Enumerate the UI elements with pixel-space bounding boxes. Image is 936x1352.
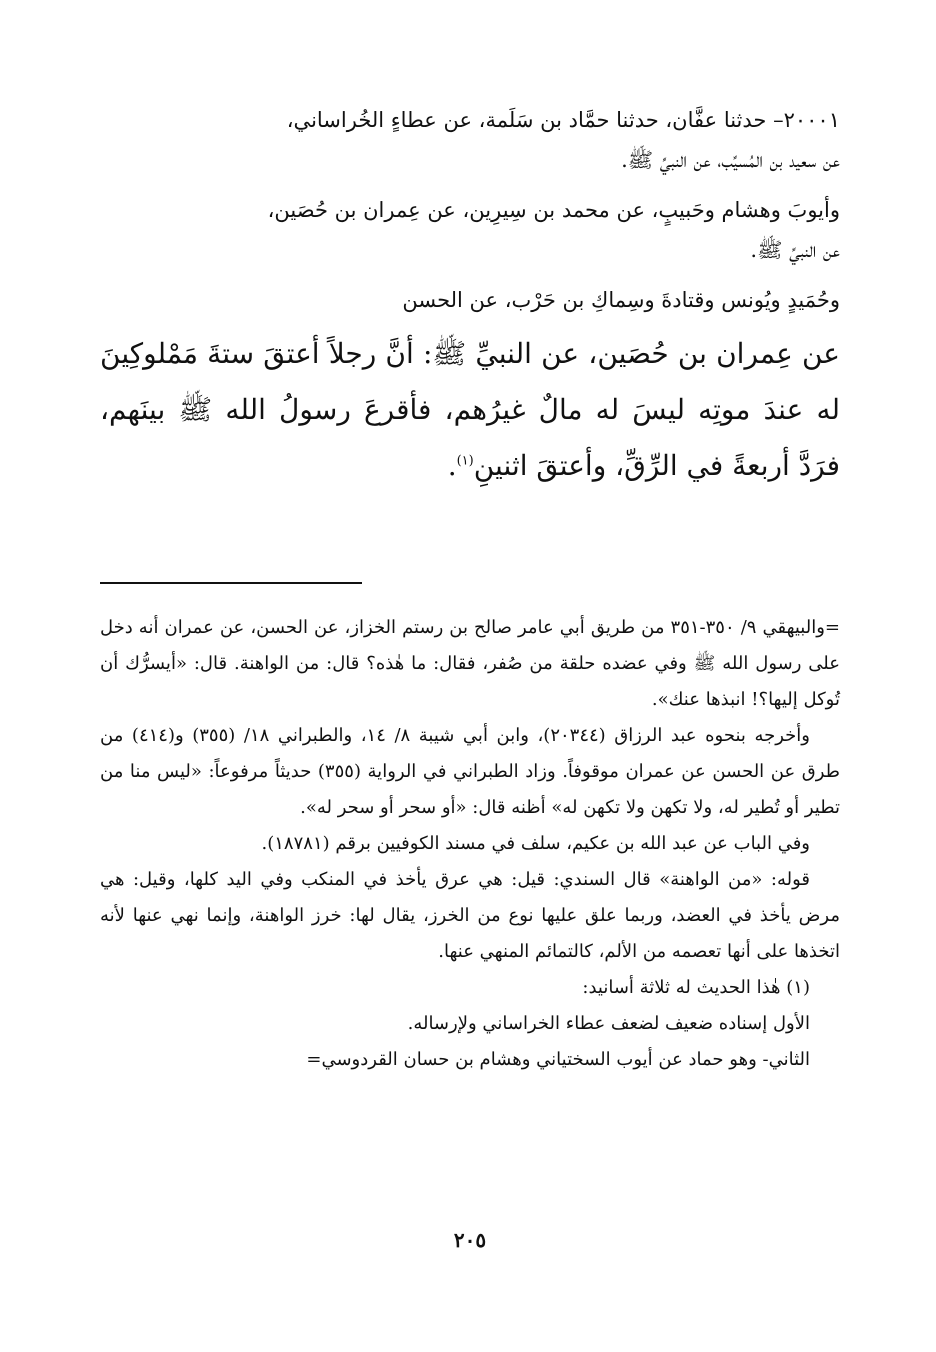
hadith-matn-text: عن عِمران بن حُصَين، عن النبيِّ ﷺ: أنَّ رجلاً أعتقَ ستةَ مَمْلوكِينَ له عندَ موتِه ليسَ له مالٌ غيرُهم، فأقرعَ رسولُ الله ﷺ بينَهم، فرَدَّ أربعةً في الرِّقِّ، وأعتقَ اثنينِ	[100, 337, 840, 482]
footnote-paragraph-5: (١) هٰذا الحديث له ثلاثة أسانيد:	[582, 977, 810, 998]
hadith-isnad-line-5: وحُمَيدٍ ويُونس وقتادةَ وسِماكِ بن حَرْب، عن الحسن	[402, 288, 840, 312]
footnote-paragraph-7: الثاني- وهو حماد عن أيوب السختياني وهشام بن حسان القردوسي=	[306, 1049, 810, 1070]
footnote-reference[interactable]: (١)	[456, 453, 474, 469]
page-number: ٢٠٥	[453, 1228, 487, 1252]
hadith-text	[100, 100, 840, 494]
footnote-paragraph-6: الأول إسناده ضعيف لضعف عطاء الخراساني ولإرساله.	[407, 1013, 810, 1034]
hadith-matn	[100, 326, 840, 494]
footnote-separator	[100, 582, 362, 584]
hadith-isnad-line-2: عن سعيد بن المُسيِّب، عن النبيِّ ﷺ.	[621, 148, 840, 172]
footnote-paragraph-3: وفي الباب عن عبد الله بن عكيم، سلف في مسند الكوفيين برقم (١٨٧٨١).	[261, 833, 810, 854]
footnotes	[100, 610, 840, 1078]
hadith-matn-end: .	[447, 449, 457, 482]
book-page	[100, 100, 841, 1252]
hadith-isnad-line-1: ٢٠٠٠١– حدثنا عفَّان، حدثنا حمَّاد بن سَلَمة، عن عطاءٍ الخُراساني،	[286, 108, 840, 132]
hadith-isnad-line-3: وأيوبَ وهشام وحَبيبٍ، عن محمد بن سِيرِين، عن عِمران بن حُصَين،	[267, 198, 840, 222]
footnote-paragraph-2: وأخرجه بنحوه عبد الرزاق (٢٠٣٤٤)، وابن أبي شيبة ٨/ ١٤، والطبراني ١٨/ (٣٥٥) و(٤١٤) من طرق عن الحسن عن عمران موقوفاً. وزاد الطبراني في الرواية (٣٥٥) حديثاً مرفوعاً: «ليس منا من تطير أو تُطير له، ولا تكهن ولا تكهن له» أظنه قال: «أو سحر أو سحر له».	[100, 725, 840, 818]
hadith-isnad-line-4: عن النبيِّ ﷺ.	[750, 238, 840, 262]
footnote-paragraph-1: =والبيهقي ٩/ ٣٥٠-٣٥١ من طريق أبي عامر صالح بن رستم الخزاز، عن الحسن، عن عمران أنه دخل على رسول الله ﷺ وفي عضده حلقة من صُفر، فقال: ما هٰذه؟ قال: من الواهنة. قال: «أيسرُّك أن تُوكل إليها؟! انبذها عنك».	[100, 617, 841, 710]
footnote-paragraph-4: قوله: «من الواهنة» قال السندي: قيل: هي عرق يأخذ في المنكب وفي اليد كلها، وقيل: هي مرض يأخذ في العضد، وربما علق عليها نوع من الخرز، يقال لها: خرز الواهنة، وإنما نهي عنها لأنه اتخذها على أنها تعصمه من الألم، كالتمائم المنهي عنها.	[100, 869, 840, 962]
